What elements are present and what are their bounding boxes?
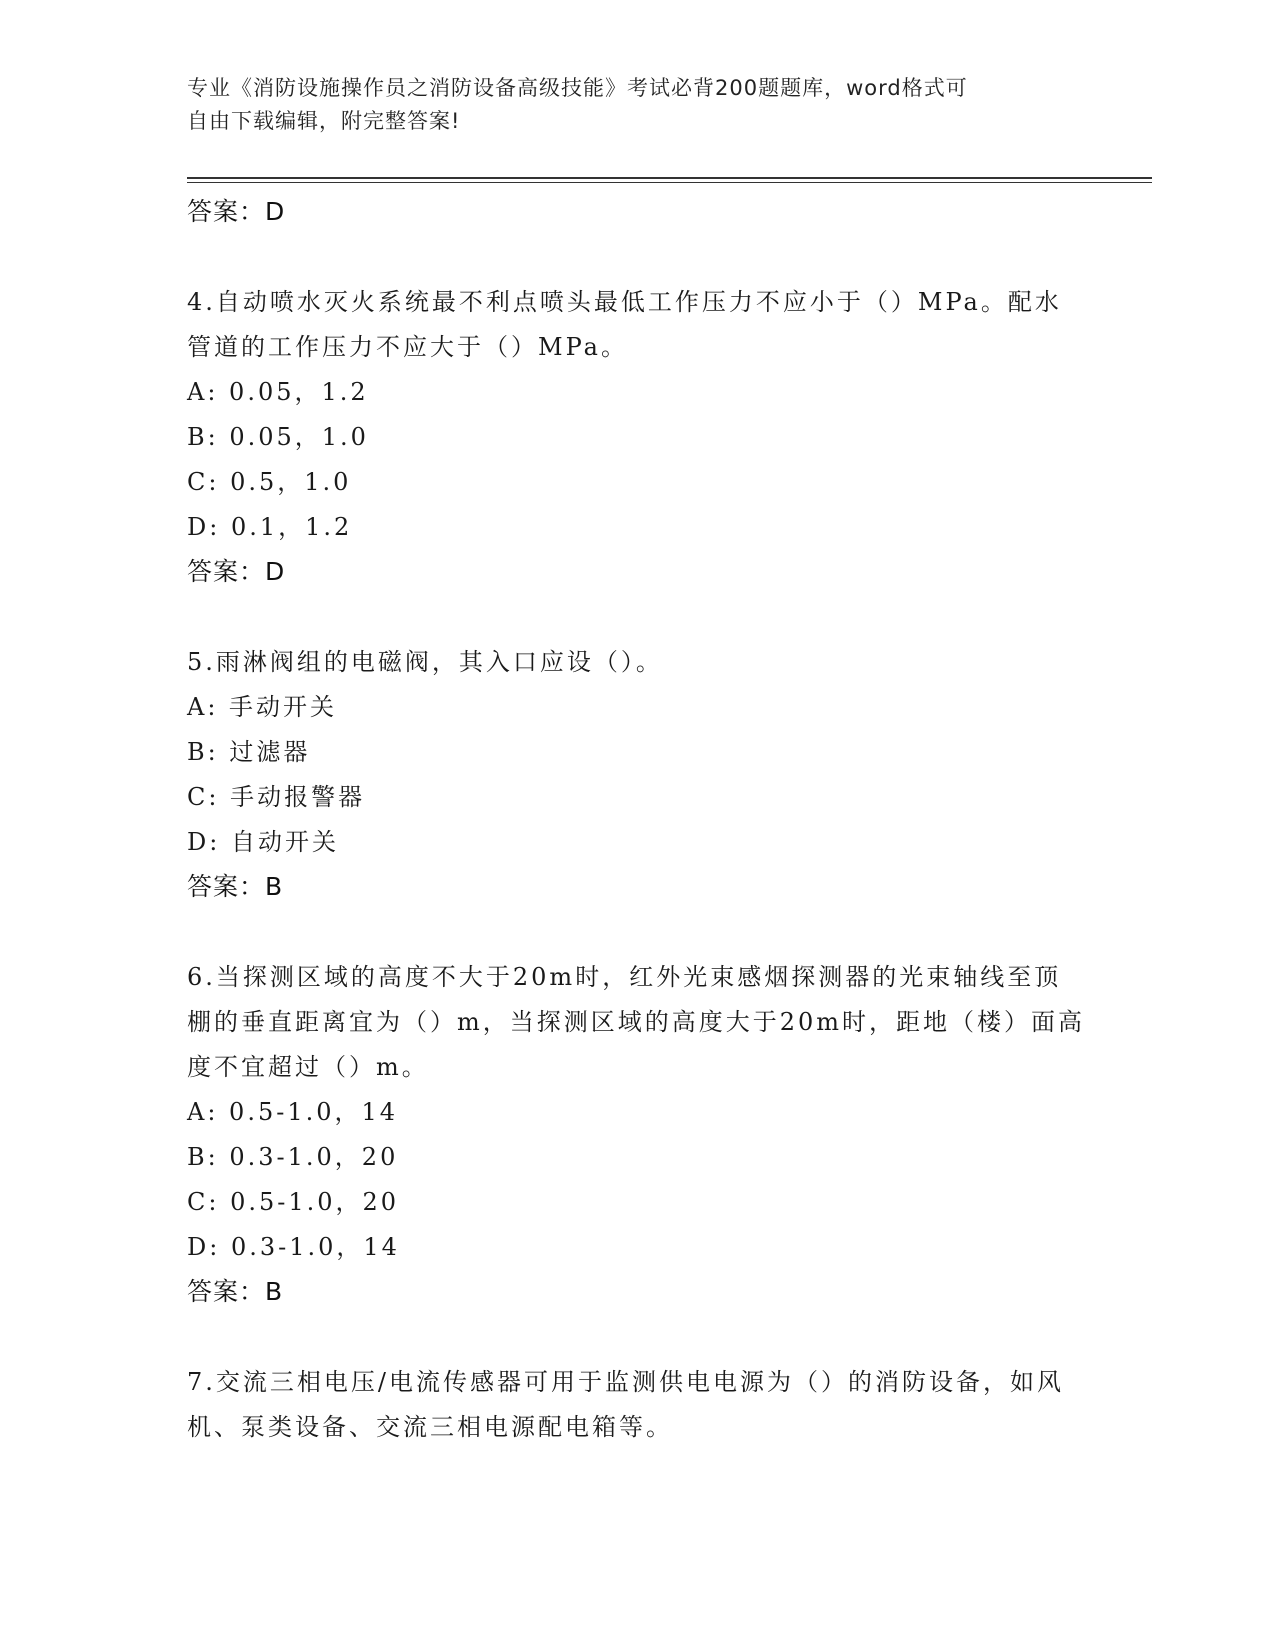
question-4 [187,280,1087,594]
answer-line: 答案：D [187,557,286,586]
answer-line: 答案：B [187,1277,284,1306]
question-text: 5.雨淋阀组的电磁阀，其入口应设（）。 [187,648,663,676]
answer-line: 答案：B [187,872,284,901]
header-divider-thin [187,182,1152,183]
option-b: B: 0.3-1.0，20 [187,1143,399,1171]
option-d: D: 自动开关 [187,828,339,856]
option-d: D: 0.3-1.0，14 [187,1233,400,1261]
option-c: C: 0.5，1.0 [187,468,352,496]
question-7 [187,1360,1087,1450]
answer-line: 答案：D [187,197,286,226]
document-header [187,72,1087,138]
option-b: B: 0.05，1.0 [187,423,369,451]
question-text: 4.自动喷水灭火系统最不利点喷头最低工作压力不应小于（）MPa。配水管道的工作压力不应大于（）MPa。 [187,288,1062,361]
option-c: C: 0.5-1.0，20 [187,1188,400,1216]
header-line-1: 专业《消防设施操作员之消防设备高级技能》考试必背200题题库，word格式可 [187,76,968,100]
question-list [187,190,1087,1450]
option-a: A: 手动开关 [187,693,338,721]
question-text: 6.当探测区域的高度不大于20m时，红外光束感烟探测器的光束轴线至顶棚的垂直距离宜为（）m，当探测区域的高度大于20m时，距地（楼）面高度不宜超过（）m。 [187,963,1086,1081]
option-a: A: 0.5-1.0，14 [187,1098,399,1126]
option-b: B: 过滤器 [187,738,311,766]
header-divider-thick [187,177,1152,179]
header-line-2: 自由下载编辑，附完整答案! [187,109,461,133]
option-a: A: 0.05，1.2 [187,378,369,406]
question-6 [187,955,1087,1314]
option-c: C: 手动报警器 [187,783,366,811]
question-5 [187,640,1087,909]
question-text: 7.交流三相电压/电流传感器可用于监测供电电源为（）的消防设备，如风机、泵类设备、交流三相电源配电箱等。 [187,1368,1064,1441]
option-d: D: 0.1，1.2 [187,513,353,541]
